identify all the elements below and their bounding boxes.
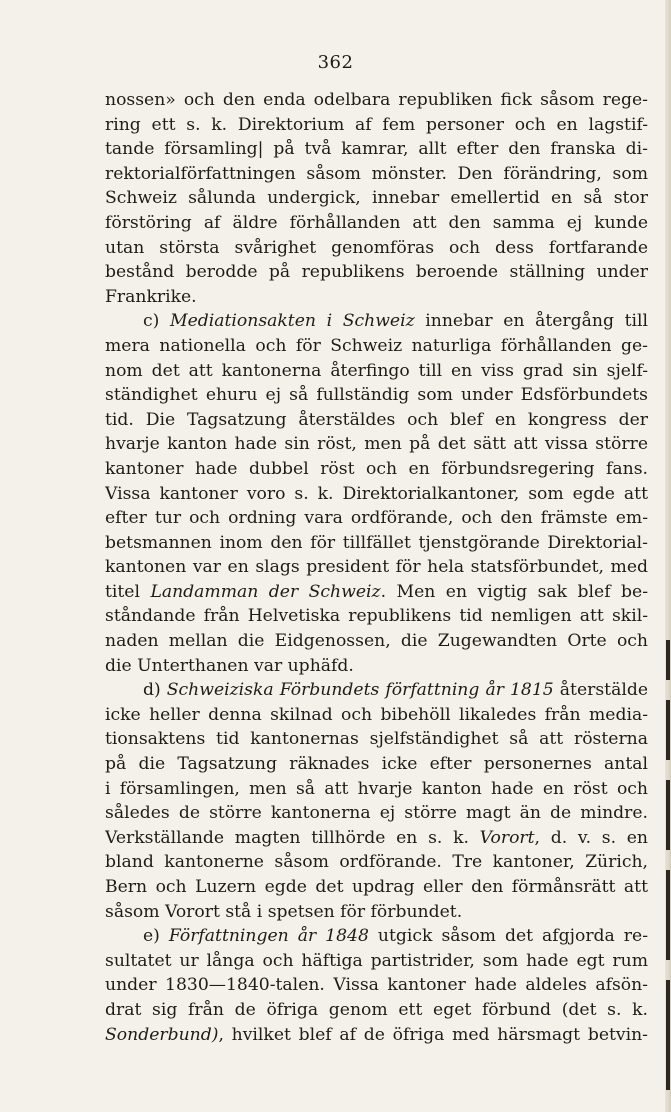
text-line [105,555,648,580]
text-span: såsom Vorort stå i spetsen för förbundet. [105,901,463,922]
text-line [105,727,648,752]
text-span: . Men en vigtig sak blef be- [380,581,648,602]
text-span: nossen» och den enda odelbara republiken fick såsom rege- [105,90,648,110]
text-span: utgick såsom det afgjorda re- [368,926,648,947]
text-line [105,826,648,851]
text-span: sultatet ur långa och häftiga partistrider, som hade egt rum [105,950,648,971]
text-line [105,900,648,925]
text-span: naden mellan die Eidgenossen, die Zugewandten Orte och [105,631,648,652]
text-span: i församlingen, men så att hvarje kanton hade en röst och [105,778,648,799]
edge-mark [666,640,670,680]
italic-text: Schweiziska Förbundets författning år 1815 [166,680,554,701]
text-line [105,236,648,261]
edge-mark [666,780,670,850]
text-span: tionsaktens tid kantonernas sjelfständighet så att rösterna [105,729,648,750]
italic-text: Vorort [479,827,535,848]
edge-mark [666,870,670,960]
text-line [105,359,648,384]
text-span: hvarje kanton hade sin röst, men på det sätt att vissa större [105,434,648,455]
text-span: således de större kantonerna ej större magt än de mindre. [105,803,648,824]
edge-mark [666,700,670,760]
text-span: ståndande från Helvetiska republikens tid nemligen att skil- [105,606,648,627]
text-span: , hvilket blef af de öfriga med härsmagt betvin- [218,1024,648,1045]
text-span: tid. Die Tagsatzung återstäldes och blef en kongress der [105,409,648,430]
text-span: kantonen var en slags president för hela statsförbundet, med [105,557,648,578]
text-line [105,973,648,998]
text-line [105,506,648,531]
text-line [105,678,648,703]
text-line [105,482,648,507]
text-line [105,88,648,113]
text-line [105,801,648,826]
text-line [105,457,648,482]
text-line [105,260,648,285]
text-line [105,703,648,728]
text-span: utan största svårighet genomföras och dess fortfarande [105,237,648,258]
body-text [105,88,648,1047]
text-span: Vissa kantoner voro s. k. Direktorialkantoner, som egde att [105,483,648,504]
text-span: Schweiz sålunda undergick, innebar emellertid en så stor [105,188,648,209]
text-span: c) [143,311,170,332]
text-line [105,629,648,654]
text-line [105,309,648,334]
text-span: bland kantonerne såsom ordförande. Tre kantoner, Zürich, [105,852,648,873]
text-line [105,137,648,162]
text-line [105,531,648,556]
text-line [105,162,648,187]
text-span: bestånd berodde på republikens beroende ställning under [105,262,648,283]
text-span: ring ett s. k. Direktorium af fem personer och en lagstif- [105,114,648,135]
text-line [105,604,648,629]
text-span: drat sig från de öfriga genom ett eget förbund (det s. k. [105,999,648,1020]
text-span: återstälde [553,680,648,701]
text-span: Frankrike. [105,286,197,307]
edge-mark [666,980,670,1090]
text-span: förstöring af äldre förhållanden att den samma ej kunde [105,212,648,233]
text-line [105,875,648,900]
text-line [105,383,648,408]
text-span: d) [143,680,167,701]
text-line [105,777,648,802]
text-line [105,432,648,457]
text-span: under 1830—1840-talen. Vissa kantoner hade aldeles afsön- [105,975,648,996]
text-span: e) [143,926,169,947]
text-span: , d. v. s. en [534,827,648,848]
text-span: nom det att kantonerna återfingo till en viss grad sin sjelf- [105,360,648,381]
text-line [105,924,648,949]
text-span: Bern och Luzern egde det updrag eller den förmånsrätt att [105,877,648,897]
text-span: mera nationella och för Schweiz naturliga förhållanden ge- [105,335,648,356]
text-span: rektorialförfattningen såsom mönster. Den förändring, som [105,163,648,184]
text-line [105,113,648,138]
page-number: 362 [317,52,354,73]
text-span: innebar en återgång till [414,311,648,332]
text-span: ständighet ehuru ej så fullständig som under Edsförbundets [105,385,648,406]
text-span: kantoner hade dubbel röst och en förbundsregering fans. [105,458,648,479]
italic-text: Landamman der Schweiz [150,581,381,602]
text-line [105,949,648,974]
text-line [105,580,648,605]
italic-text: Författningen år 1848 [168,926,369,947]
text-line [105,752,648,777]
text-line [105,408,648,433]
italic-text: Sonderbund) [105,1024,219,1045]
text-line [105,998,648,1023]
text-line [105,850,648,875]
text-line [105,334,648,359]
italic-text: Mediationsakten i Schweiz [169,311,415,332]
text-span: Verkställande magten tillhörde en s. k. [105,827,480,848]
text-span: tande församling| på två kamrar, allt efter den franska di- [105,139,648,160]
text-line [105,654,648,679]
text-span: betsmannen inom den för tillfället tjenstgörande Direktorial- [105,532,648,553]
text-span: på die Tagsatzung räknades icke efter personernes antal [105,754,648,775]
text-line [105,1023,648,1048]
text-span: icke heller denna skilnad och bibehöll likaledes från media- [105,704,648,725]
text-span: efter tur och ordning vara ordförande, och den främste em- [105,508,648,529]
text-span: die Unterthanen var uphäfd. [105,655,354,676]
text-line [105,186,648,211]
text-line [105,285,648,310]
text-line [105,211,648,236]
text-span: titel [105,581,151,602]
